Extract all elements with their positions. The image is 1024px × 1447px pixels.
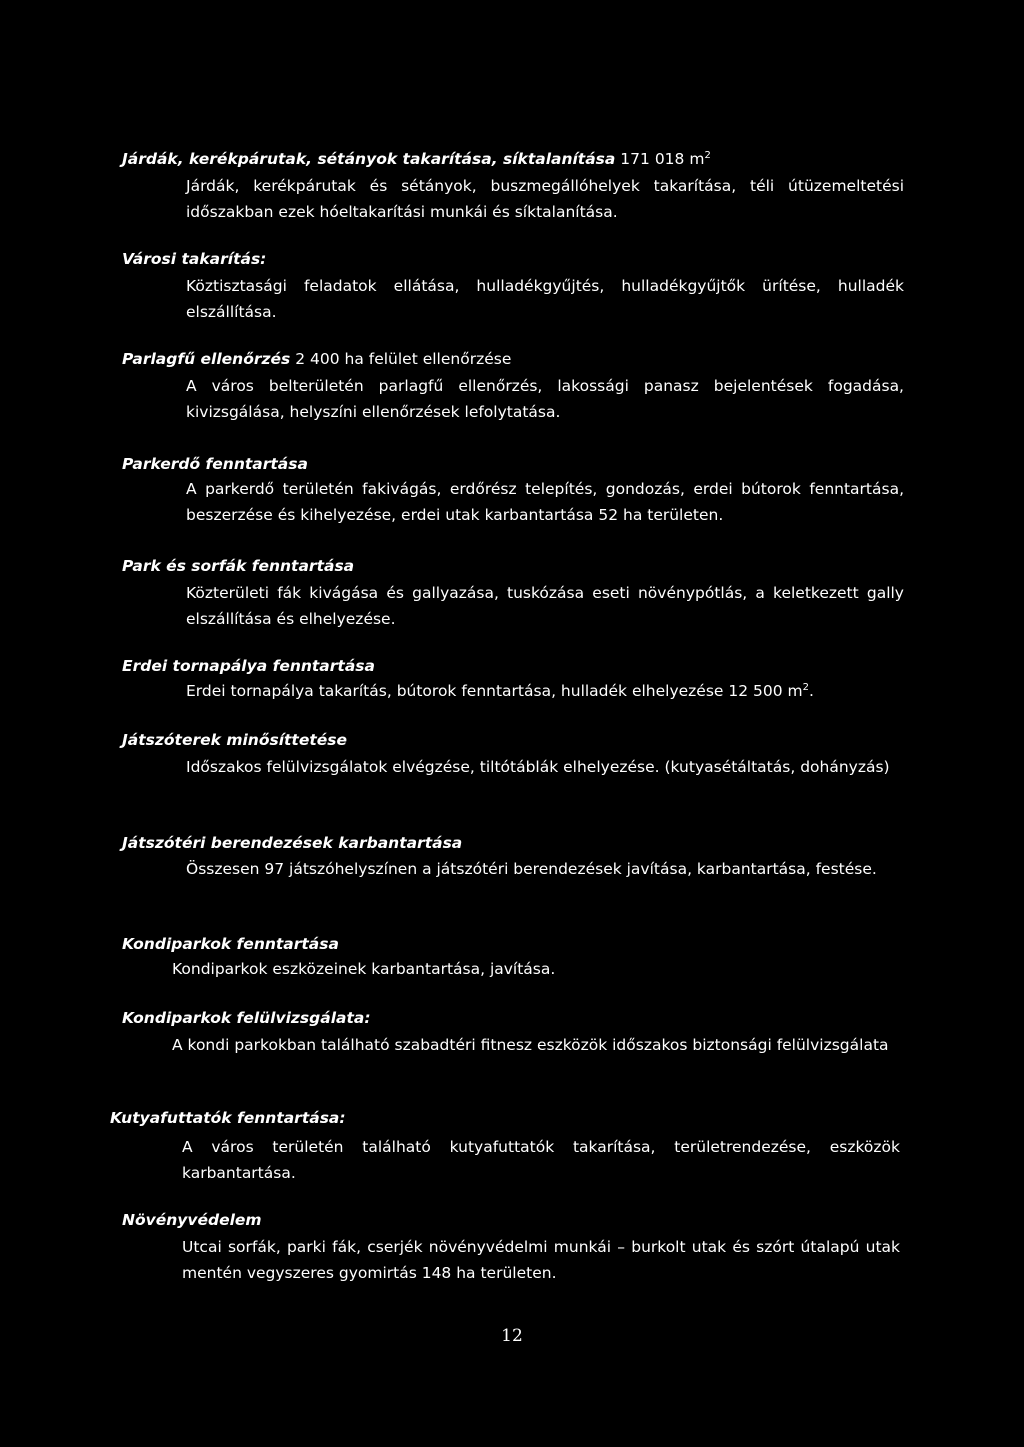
- section-title: Kondiparkok fenntartása: [122, 935, 339, 953]
- section-title: Játszótéri berendezések karbantartása: [122, 834, 463, 852]
- section-title: Járdák, kerékpárutak, sétányok takarítása, síktalanítása 171 018 $m^2$: [122, 150, 711, 168]
- section-body: Közterületi fák kivágása és gallyazása, tuskózása eseti növénypótlás, a keletkezett gally elszállítása és elhelyezése.: [186, 584, 904, 628]
- section-body: Kondiparkok eszközeinek karbantartása, javítása.: [172, 960, 556, 978]
- section-body: A város területén található kutyafuttatók takarítása, területrendezése, eszközök karbantartása.: [182, 1138, 900, 1182]
- section-body: Időszakos felülvizsgálatok elvégzése, tiltótáblák elhelyezése. (kutyasétáltatás, dohányzás): [186, 758, 890, 776]
- section-title: Kutyafuttatók fenntartása:: [110, 1109, 346, 1127]
- section-body: A város belterületén parlagfű ellenőrzés, lakossági panasz bejelentések fogadása, kivizsgálása, helyszíni ellenőrzések lefolytatása.: [186, 377, 904, 421]
- section-title: Kondiparkok felülvizsgálata:: [122, 1009, 371, 1027]
- section-title: Park és sorfák fenntartása: [122, 557, 355, 575]
- section-title: Játszóterek minősíttetése: [122, 731, 347, 749]
- section-title: Parkerdő fenntartása: [122, 455, 308, 473]
- section-body: Erdei tornapálya takarítás, bútorok fenntartása, hulladék elhelyezése 12 500 $m^2$.: [186, 682, 814, 700]
- section-title: Növényvédelem: [122, 1211, 262, 1229]
- section-title: Erdei tornapálya fenntartása: [122, 657, 375, 675]
- section-body: Köztisztasági feladatok ellátása, hulladékgyűjtés, hulladékgyűjtők ürítése, hulladék elszállítása.: [186, 277, 904, 321]
- section-body: Összesen 97 játszóhelyszínen a játszótéri berendezések javítása, karbantartása, festése.: [186, 860, 877, 878]
- section-body: Utcai sorfák, parki fák, cserjék növényvédelmi munkái – burkolt utak és szórt útalapú utak mentén vegyszeres gyomirtás 148 ha területen.: [182, 1238, 900, 1282]
- section-body: A parkerdő területén fakivágás, erdőrész telepítés, gondozás, erdei bútorok fenntartása, beszerzése és kihelyezése, erdei utak karbantartása 52 ha területen.: [186, 480, 904, 524]
- section-body: A kondi parkokban található szabadtéri fitnesz eszközök időszakos biztonsági felülvizsgálata: [172, 1036, 889, 1054]
- section-body: Járdák, kerékpárutak és sétányok, buszmegállóhelyek takarítása, téli útüzemeltetési időszakban ezek hóeltakarítási munkái és síktalanítása.: [186, 177, 904, 221]
- section-title: Parlagfű ellenőrzés 2 400 ha felület ellenőrzése: [122, 350, 512, 368]
- page-number: 12: [501, 1326, 523, 1346]
- section-title: Városi takarítás:: [122, 250, 267, 268]
